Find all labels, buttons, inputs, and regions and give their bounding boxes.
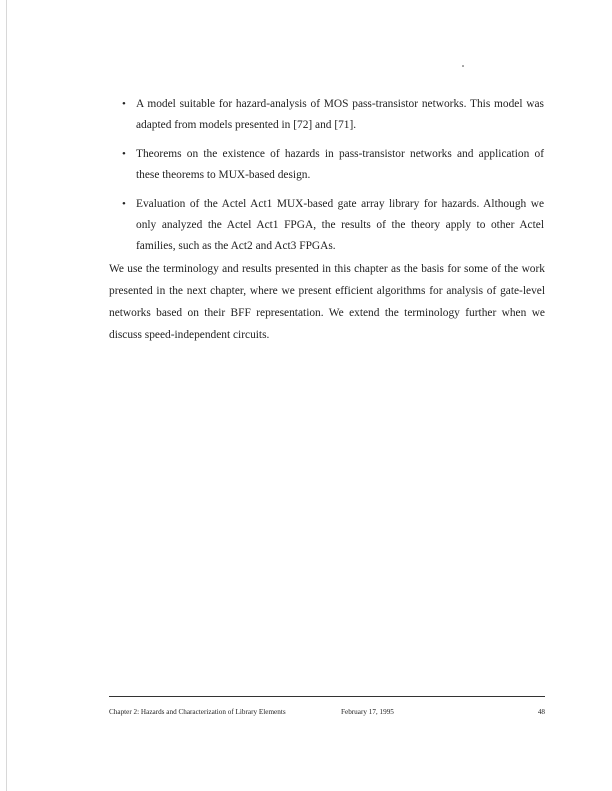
body-paragraph: We use the terminology and results presented in this chapter as the basis for some of the work presented in the next chapter, where we present efficient algorithms for analysis of gate-level networks based on their BFF representation. We extend the terminology further when we discuss speed-independent circuits. xyxy=(109,263,545,341)
footer-rule xyxy=(109,696,545,697)
footer-page-number: 48 xyxy=(537,708,545,716)
bullet-text: A model suitable for hazard-analysis of MOS pass-transistor networks. This model was adapted from models presented in [72] and [71]. xyxy=(136,98,544,131)
bullet-marker: • xyxy=(122,148,126,160)
scan-edge-line xyxy=(6,0,7,791)
bullet-text: Evaluation of the Actel Act1 MUX-based gate array library for hazards. Although we only analyzed the Actel Act1 FPGA, the results of the theory apply to other Actel families, such as the Act2 and Act3 FPGAs. xyxy=(136,198,544,252)
bullet-text: Theorems on the existence of hazards in pass-transistor networks and application of these theorems to MUX-based design. xyxy=(136,148,544,181)
scan-speck xyxy=(462,65,464,67)
bullet-item xyxy=(120,144,544,186)
bullet-list xyxy=(120,94,544,265)
bullet-marker: • xyxy=(122,98,126,110)
bullet-item xyxy=(120,194,544,257)
bullet-marker: • xyxy=(122,198,126,210)
footer-date: February 17, 1995 xyxy=(341,708,394,716)
footer-chapter-title: Chapter 2: Hazards and Characterization of Library Elements xyxy=(109,708,286,716)
bullet-item xyxy=(120,94,544,136)
